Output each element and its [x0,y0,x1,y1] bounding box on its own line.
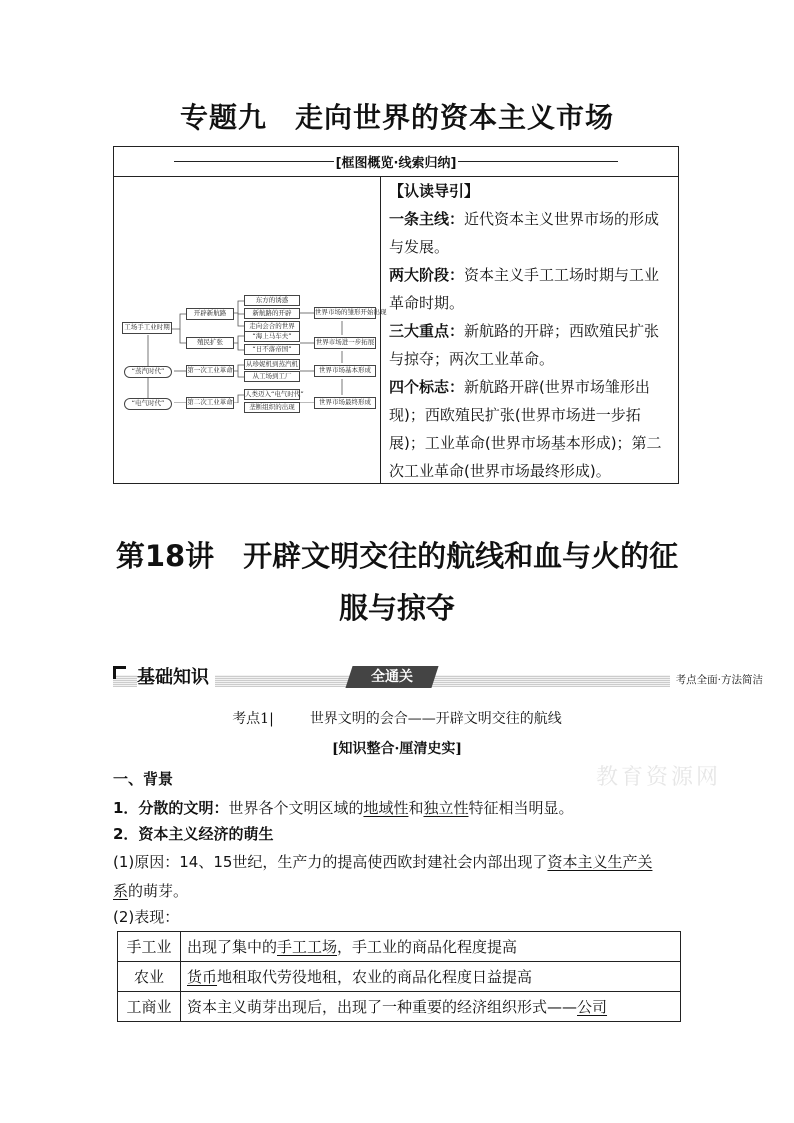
flow-result-1: 世界市场的雏形开始出现 [314,307,376,319]
guide-item-2: 两大阶段：资本主义手工工场时期与工业革命时期。 [389,266,660,312]
paragraph-cause: (1)原因：14、15世纪，生产力的提高使西欧封建社会内部出现了资本主义生产关 系的萌芽。 [113,853,653,900]
kaodian-title: 世界文明的会合——开辟文明交往的航线 [309,711,562,727]
table-row [118,962,681,992]
banner-slogan: 考点全面·方法简洁 [670,672,763,687]
flow-left-2: “蒸汽时代” [124,366,172,378]
title-part1: 专题九 [179,101,267,134]
flow-mid-3: 第一次工业革命 [186,365,234,377]
flow-detail-7: 从工场到工厂 [244,371,300,382]
table-row [118,932,681,962]
lesson-title [100,530,694,634]
flow-detail-8: 人类迈入“电气时代” [245,390,304,398]
kaodian-number: 考点1| [232,711,274,727]
flow-result-4: 世界市场最终形成 [314,397,376,409]
table-row-text: 货币地租取代劳役地租，农业的商品化程度日益提高 [181,962,681,992]
flow-mid-1: 开辟新航路 [186,308,234,320]
flow-detail-9: 垄断组织的出现 [244,402,300,413]
banner-title: 基础知识 [137,663,215,689]
paragraph-capitalism-heading: 2．资本主义经济的萌生 [113,825,274,843]
paragraph-scattered-civilization: 1．分散的文明：世界各个文明区域的地域性和独立性特征相当明显。 [113,799,574,817]
page-title [0,96,794,136]
flow-left-1: 工场手工业时期 [122,322,172,334]
knowledge-subheading: [知识整合·厘清史实] [331,741,463,757]
flow-detail-3: 走向会合的世界 [244,321,300,332]
banner-corner-icon [113,666,126,679]
flow-result-2: 世界市场进一步拓展 [314,337,376,349]
flow-result-3: 世界市场基本形成 [314,365,376,377]
flow-mid-2: 殖民扩张 [186,337,234,349]
flow-detail-1: 东方的诱惑 [244,295,300,306]
guide-item-1: 一条主线：近代资本主义世界市场的形成与发展。 [389,210,660,256]
table-row-head: 工商业 [118,992,181,1022]
guide-item-4: 四个标志：新航路开辟(世界市场雏形出现)；西欧殖民扩张(世界市场进一步拓展)；工业革命(世界市场基本形成)；第二次工业革命(世界市场最终形成)。 [389,378,662,480]
flow-mid-4: 第二次工业革命 [186,397,234,409]
table-row-head: 农业 [118,962,181,992]
reading-guide [381,177,678,483]
title-part2: 走向世界的资本主义市场 [295,101,615,134]
flow-detail-5: “日不落帝国” [244,344,300,355]
framework-table [113,146,679,484]
framework-header-label: [框图概览·线索归纳] [335,156,457,171]
manifestation-table [117,931,681,1022]
flow-left-3: “电气时代” [124,398,172,410]
table-row-text: 出现了集中的手工工场，手工业的商品化程度提高 [181,932,681,962]
section-heading-background: 一、背景 [113,770,174,788]
table-row [118,992,681,1022]
framework-header [114,147,678,177]
lesson-title-line2: 服与掠夺 [338,591,455,625]
section-banner [113,662,763,690]
table-row-head: 手工业 [118,932,181,962]
flow-detail-6: 从珍妮机到蒸汽机 [246,360,298,368]
lesson-title-line1: 第18讲 开辟文明交往的航线和血与火的征 [115,539,679,573]
framework-flowchart [114,177,387,483]
guide-item-3: 三大重点：新航路的开辟；西欧殖民扩张与掠夺；两次工业革命。 [389,322,660,368]
flow-detail-4: “海上马车夫” [244,331,300,342]
table-row-text: 资本主义萌芽出现后，出现了一种重要的经济组织形式——公司 [181,992,681,1022]
watermark: 教育资源网 [596,765,722,790]
flow-detail-2: 新航路的开辟 [244,308,300,319]
guide-heading: 【认读导引】 [389,182,480,200]
banner-tag: 全通关 [345,666,438,688]
paragraph-manifestation: (2)表现： [113,908,180,926]
kaodian-heading [0,708,794,728]
